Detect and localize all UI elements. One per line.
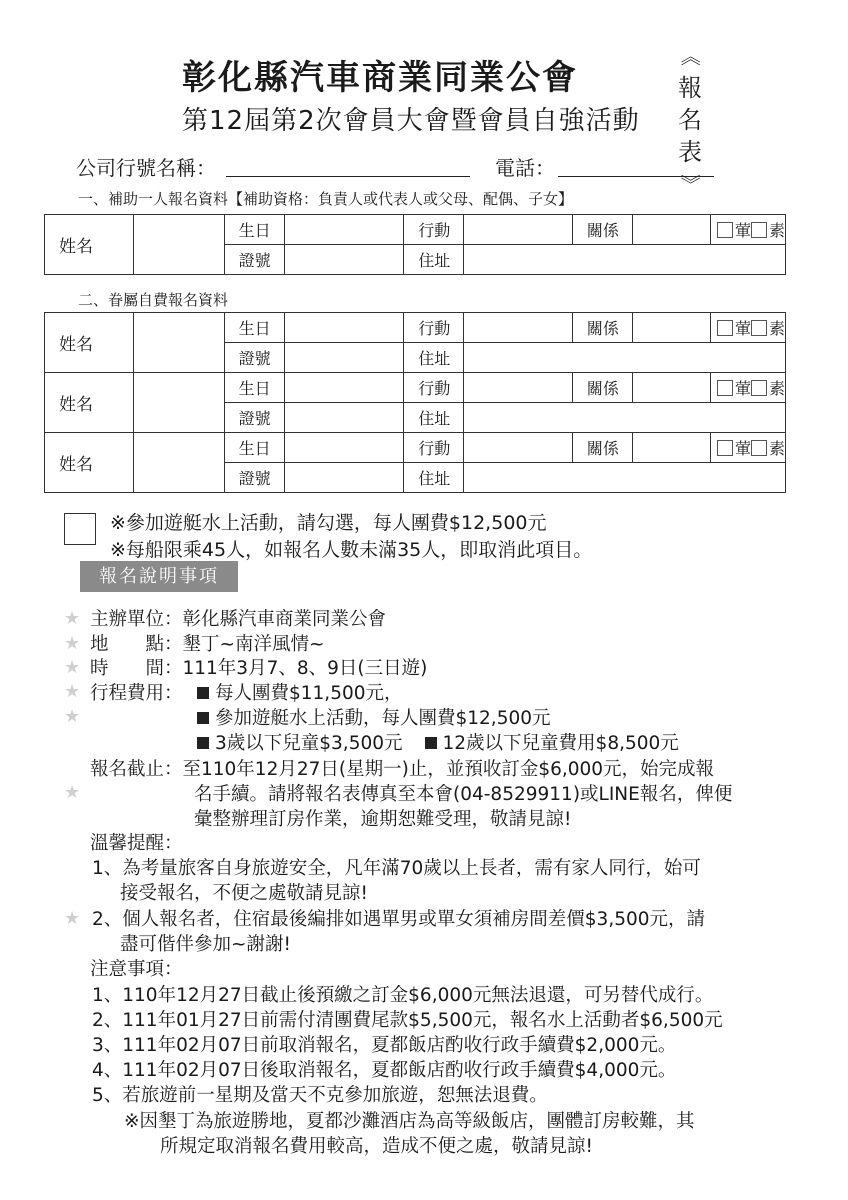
- mobile-field[interactable]: [464, 373, 573, 403]
- boat-note-2: ※每船限乘45人，如報名人數未滿35人，即取消此項目。: [110, 539, 593, 561]
- id-field[interactable]: [284, 463, 404, 493]
- black-square-icon: [197, 737, 209, 749]
- fee-text: 參加遊艇水上活動，每人團費$12,500元: [215, 708, 551, 729]
- name-field[interactable]: [133, 313, 224, 373]
- relation-label: 關係: [572, 215, 632, 245]
- address-field[interactable]: [464, 403, 786, 433]
- relation-field[interactable]: [632, 215, 710, 245]
- name-field[interactable]: [133, 373, 224, 433]
- relation-label: 關係: [572, 373, 632, 403]
- company-name-label: 公司行號名稱：: [76, 156, 216, 180]
- relation-field[interactable]: [632, 313, 710, 343]
- id-field[interactable]: [284, 245, 404, 275]
- checkbox-icon[interactable]: [751, 380, 767, 396]
- birthday-field[interactable]: [284, 215, 404, 245]
- birthday-label: 生日: [224, 433, 284, 463]
- meat-label: 葷: [734, 439, 751, 458]
- birthday-label: 生日: [224, 373, 284, 403]
- deadline-line-3: 彙整辦理訂房作業，逾期恕難受理，敬請見諒!: [194, 809, 572, 830]
- relation-field[interactable]: [632, 433, 710, 463]
- reminder-1a: 1、為考量旅客自身旅遊安全，凡年滿70歲以上長者，需有家人同行，始可: [92, 858, 701, 879]
- subsidy-table: [44, 214, 786, 275]
- name-field[interactable]: [133, 433, 224, 493]
- birthday-field[interactable]: [284, 313, 404, 343]
- boat-activity-checkbox[interactable]: [64, 513, 96, 545]
- deadline-line-1: 報名截止：至110年12月27日(星期一)止，並預收訂金$6,000元，始完成報: [90, 759, 715, 780]
- mobile-label: 行動: [404, 433, 464, 463]
- meat-label: 葷: [734, 319, 751, 338]
- form-type-char: 表: [678, 138, 702, 166]
- note-3: 3、111年02月07日前取消報名，夏都飯店酌收行政手續費$2,000元。: [92, 1035, 677, 1056]
- relation-label: 關係: [572, 313, 632, 343]
- address-field[interactable]: [464, 245, 786, 275]
- birthday-field[interactable]: [284, 373, 404, 403]
- star-icon: ★: [64, 782, 81, 803]
- fee-text: 12歲以下兒童費用$8,500元: [442, 733, 679, 754]
- info-section-badge: 報名說明事項: [80, 561, 238, 592]
- note-1: 1、110年12月27日截止後預繳之訂金$6,000元無法退還，可另替代成行。: [92, 985, 714, 1006]
- mobile-label: 行動: [404, 373, 464, 403]
- table-row: [45, 313, 786, 343]
- star-icon: ★: [64, 681, 81, 702]
- checkbox-icon[interactable]: [717, 380, 733, 396]
- address-label: 住址: [404, 403, 464, 433]
- diet-choice: [710, 373, 785, 403]
- id-label: 證號: [224, 463, 284, 493]
- fee-line-1: [197, 679, 403, 705]
- reminder-2a: 2、個人報名者，住宿最後編排如遇單男或單女須補房間差價$3,500元，請: [92, 909, 706, 930]
- address-field[interactable]: [464, 463, 786, 493]
- form-type-char: 報: [678, 74, 702, 102]
- veg-label: 素: [768, 221, 785, 240]
- star-icon: ★: [64, 608, 81, 629]
- veg-label: 素: [768, 319, 785, 338]
- checkbox-icon[interactable]: [717, 440, 733, 456]
- footnote-2: 所規定取消報名費用較高，造成不便之處，敬請見諒!: [160, 1136, 593, 1157]
- deadline-line-2: 名手續。請將報名表傳真至本會(04-8529911)或LINE報名，俾便: [194, 784, 733, 805]
- mobile-field[interactable]: [464, 313, 573, 343]
- name-label: 姓名: [45, 215, 134, 275]
- star-icon: ★: [64, 657, 81, 678]
- location-line: 地 點：墾丁~南洋風情~: [90, 634, 325, 655]
- mobile-label: 行動: [404, 313, 464, 343]
- page-title: 彰化縣汽車商業同業公會: [182, 58, 578, 98]
- address-label: 住址: [404, 245, 464, 275]
- star-icon: ★: [64, 706, 81, 727]
- veg-label: 素: [768, 439, 785, 458]
- time-line: 時 間：111年3月7、8、9日(三日遊): [90, 658, 428, 679]
- meat-label: 葷: [734, 221, 751, 240]
- name-label: 姓名: [45, 433, 134, 493]
- table-row: [45, 433, 786, 463]
- name-label: 姓名: [45, 313, 134, 373]
- phone-field[interactable]: [558, 176, 714, 177]
- checkbox-icon[interactable]: [751, 440, 767, 456]
- notes-title: 注意事項：: [90, 959, 183, 980]
- note-4: 4、111年02月07日後取消報名，夏都飯店酌收行政手續費$4,000元。: [92, 1060, 677, 1081]
- relation-label: 關係: [572, 433, 632, 463]
- address-field[interactable]: [464, 343, 786, 373]
- birthday-field[interactable]: [284, 433, 404, 463]
- mobile-label: 行動: [404, 215, 464, 245]
- name-label: 姓名: [45, 373, 134, 433]
- fee-line-3: [197, 729, 679, 755]
- fee-text: 每人團費$11,500元，: [215, 683, 403, 704]
- diet-choice: [710, 313, 785, 343]
- table-row: [45, 215, 786, 245]
- meat-label: 葷: [734, 379, 751, 398]
- checkbox-icon[interactable]: [717, 320, 733, 336]
- form-type-char: 名: [678, 106, 702, 134]
- fee-line-2: [197, 704, 551, 730]
- relation-field[interactable]: [632, 373, 710, 403]
- birthday-label: 生日: [224, 215, 284, 245]
- diet-choice: [710, 433, 785, 463]
- star-icon: ★: [64, 908, 81, 929]
- open-bracket: 《: [678, 46, 702, 66]
- fee-text: 3歲以下兒童$3,500元: [215, 733, 403, 754]
- table-row: [45, 373, 786, 403]
- section2-title: 二、眷屬自費報名資料: [78, 291, 229, 309]
- phone-label: 電話：: [495, 156, 555, 180]
- address-label: 住址: [404, 463, 464, 493]
- fee-label: 行程費用：: [90, 683, 183, 704]
- mobile-field[interactable]: [464, 433, 573, 463]
- diet-choice: [710, 215, 785, 245]
- id-field[interactable]: [284, 403, 404, 433]
- page-subtitle: 第12屆第2次會員大會暨會員自強活動: [182, 106, 640, 136]
- company-name-field[interactable]: [226, 176, 470, 177]
- checkbox-icon[interactable]: [751, 320, 767, 336]
- id-label: 證號: [224, 245, 284, 275]
- checkbox-icon[interactable]: [751, 222, 767, 238]
- footnote-1: ※因墾丁為旅遊勝地，夏都沙灘酒店為高等級飯店，團體訂房較難，其: [124, 1111, 695, 1132]
- name-field[interactable]: [133, 215, 224, 275]
- id-label: 證號: [224, 343, 284, 373]
- mobile-field[interactable]: [464, 215, 573, 245]
- checkbox-icon[interactable]: [717, 222, 733, 238]
- note-5: 5、若旅遊前一星期及當天不克參加旅遊，恕無法退費。: [92, 1085, 548, 1106]
- birthday-label: 生日: [224, 313, 284, 343]
- id-field[interactable]: [284, 343, 404, 373]
- organizer-line: 主辦單位：彰化縣汽車商業同業公會: [90, 609, 387, 630]
- id-label: 證號: [224, 403, 284, 433]
- star-icon: ★: [64, 633, 81, 654]
- note-2: 2、111年01月27日前需付清團費尾款$5,500元，報名水上活動者$6,500元: [92, 1010, 723, 1031]
- black-square-icon: [197, 712, 209, 724]
- black-square-icon: [197, 687, 209, 699]
- boat-note-1: ※參加遊艇水上活動，請勾選，每人團費$12,500元: [110, 512, 547, 534]
- family-table: [44, 312, 786, 493]
- reminder-title: 溫馨提醒：: [90, 833, 183, 854]
- reminder-2b: 盡可偕伴參加~謝謝!: [120, 934, 291, 955]
- section1-title: 一、補助一人報名資料【補助資格：負責人或代表人或父母、配偶、子女】: [78, 190, 574, 208]
- reminder-1b: 接受報名，不便之處敬請見諒!: [120, 883, 368, 904]
- close-bracket: 》: [678, 174, 702, 194]
- veg-label: 素: [768, 379, 785, 398]
- address-label: 住址: [404, 343, 464, 373]
- black-square-icon: [425, 737, 437, 749]
